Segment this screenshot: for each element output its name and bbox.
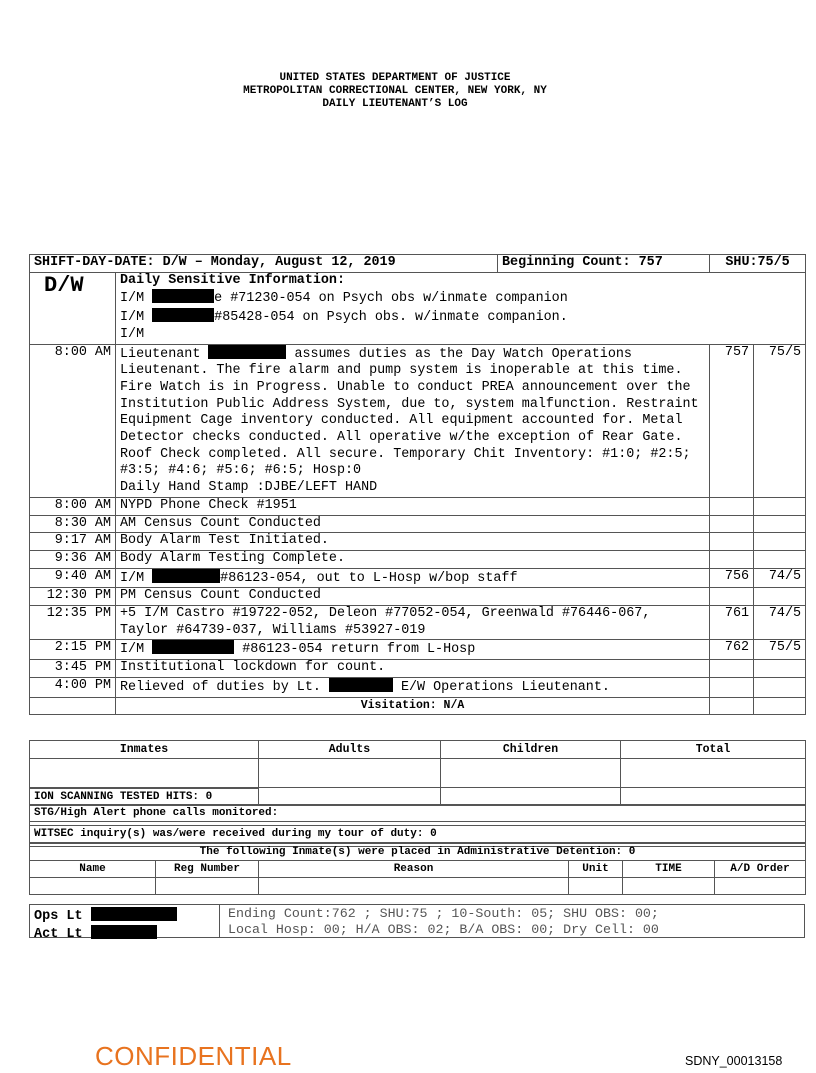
admin-detention-title: The following Inmate(s) were placed in Administrative Detention: 0: [30, 844, 806, 861]
signature-block: [29, 904, 805, 942]
ending-count: Ending Count:762 ; SHU:75 ; 10-South: 05; SHU OBS: 00; Local Hosp: 00; H/A OBS: 02; B/A OBS: 00; Dry Cell: 00: [228, 906, 659, 937]
stg-calls: STG/High Alert phone calls monitored:: [30, 805, 806, 822]
beginning-count: Beginning Count: 757: [498, 255, 710, 273]
info-table: [29, 804, 806, 847]
header-line-3: DAILY LIEUTENANT’S LOG: [322, 98, 468, 110]
redaction: [152, 289, 214, 303]
detention-header: Name: [30, 861, 156, 878]
visitation-title-row: [30, 697, 806, 715]
redaction: [91, 925, 157, 939]
redaction: [152, 308, 214, 322]
redaction: [91, 907, 177, 921]
detention-header: TIME: [623, 861, 715, 878]
bates-number: SDNY_00013158: [685, 1054, 783, 1068]
sensitive-line-3: I/M: [120, 326, 145, 342]
log-entry: 9:40 AM I/M #86123-054, out to L-Hosp w/bop staff 756 74/5: [30, 568, 806, 588]
redaction: [152, 569, 220, 583]
sensitive-row: [30, 272, 806, 344]
shift-day-date: SHIFT-DAY-DATE: D/W – Monday, August 12, 2019: [30, 255, 498, 273]
redaction: [329, 678, 393, 692]
log-entry: 3:45 PM Institutional lockdown for count.: [30, 660, 806, 678]
visitation-header: Adults: [259, 741, 441, 759]
log-entry: 8:00 AM NYPD Phone Check #1951: [30, 497, 806, 515]
admin-detention-table: [29, 843, 806, 895]
shift-code: D/W: [30, 272, 116, 344]
document-header: [0, 72, 790, 111]
entry-text: Lieutenant assumes duties as the Day Watch Operations Lieutenant. The fire alarm and pump system is inoperable at this time. Fire Watch is in Progress. Unable to conduct PREA announcement over the Institution Public Address System, due to, system malfunction. Restraint Equipment Cage inventory conducted. All equipment accounted for. Metal Detector checks conducted. All operative w/the exception of Rear Gate. Roof Check completed. All secure. Temporary Chit Inventory: #1:0; #2:5; #3:5; #4:6; #5:6; #6:5; Hosp:0 Daily Hand Stamp :DJBE/LEFT HAND: [116, 344, 710, 497]
log-entry: 4:00 PM Relieved of duties by Lt. E/W Operations Lieutenant.: [30, 677, 806, 697]
act-lt: Act Lt: [34, 925, 215, 943]
header-line-2: METROPOLITAN CORRECTIONAL CENTER, NEW YORK, NY: [243, 85, 547, 97]
detention-header: Reason: [259, 861, 569, 878]
visitation-header: Children: [441, 741, 621, 759]
sensitive-line-2: I/M #85428-054 on Psych obs. w/inmate companion.: [120, 310, 568, 326]
header-line-1: UNITED STATES DEPARTMENT OF JUSTICE: [279, 72, 511, 84]
log-entry: 9:36 AM Body Alarm Testing Complete.: [30, 550, 806, 568]
ion-scanning: ION SCANNING TESTED HITS: 0: [30, 789, 259, 806]
log-entry: 9:17 AM Body Alarm Test Initiated.: [30, 533, 806, 551]
log-table: [29, 254, 806, 715]
sensitive-info: [116, 272, 806, 344]
log-entry: 8:30 AM AM Census Count Conducted: [30, 515, 806, 533]
ops-lt: Ops Lt: [34, 907, 215, 925]
redaction: [152, 640, 234, 654]
visitation-title: Visitation: N/A: [116, 697, 710, 715]
log-entry: 12:35 PM +5 I/M Castro #19722-052, Deleon #77052-054, Greenwald #76446-067, Taylor #64739-037, Williams #53927-019 761 74/5: [30, 606, 806, 640]
sensitive-title: Daily Sensitive Information:: [120, 272, 345, 288]
shu-count: SHU:75/5: [710, 255, 806, 273]
visitation-header: Inmates: [30, 741, 259, 759]
log-entry: 8:00 AM Lieutenant assumes duties as the Day Watch Operations Lieutenant. The fire alarm and pump system is inoperable at this time. Fire Watch is in Progress. Unable to conduct PREA announcement over the Institution Public Address System, due to, system malfunction. Restraint Equipment Cage inventory conducted. All equipment accounted for. Metal Detector checks conducted. All operative w/the exception of Rear Gate. Roof Check completed. All secure. Temporary Chit Inventory: #1:0; #2:5; #3:5; #4:6; #5:6; #6:5; Hosp:0 Daily Hand Stamp :DJBE/LEFT HAND 757 75/5: [30, 344, 806, 497]
detention-header: Unit: [569, 861, 623, 878]
signature-names: [30, 905, 220, 942]
sensitive-line-1: I/M e #71230-054 on Psych obs w/inmate companion: [120, 291, 568, 307]
redaction: [208, 345, 286, 359]
witsec-inquiry: WITSEC inquiry(s) was/were received during my tour of duty: 0: [30, 826, 806, 843]
confidential-stamp: CONFIDENTIAL: [95, 1041, 292, 1071]
detention-header: A/D Order: [715, 861, 806, 878]
visitation-header: Total: [621, 741, 806, 759]
detention-header: Reg Number: [156, 861, 259, 878]
log-entry: 2:15 PM I/M #86123-054 return from L-Hosp 762 75/5: [30, 640, 806, 660]
log-entry: 12:30 PM PM Census Count Conducted: [30, 588, 806, 606]
summary-row: [30, 255, 806, 273]
